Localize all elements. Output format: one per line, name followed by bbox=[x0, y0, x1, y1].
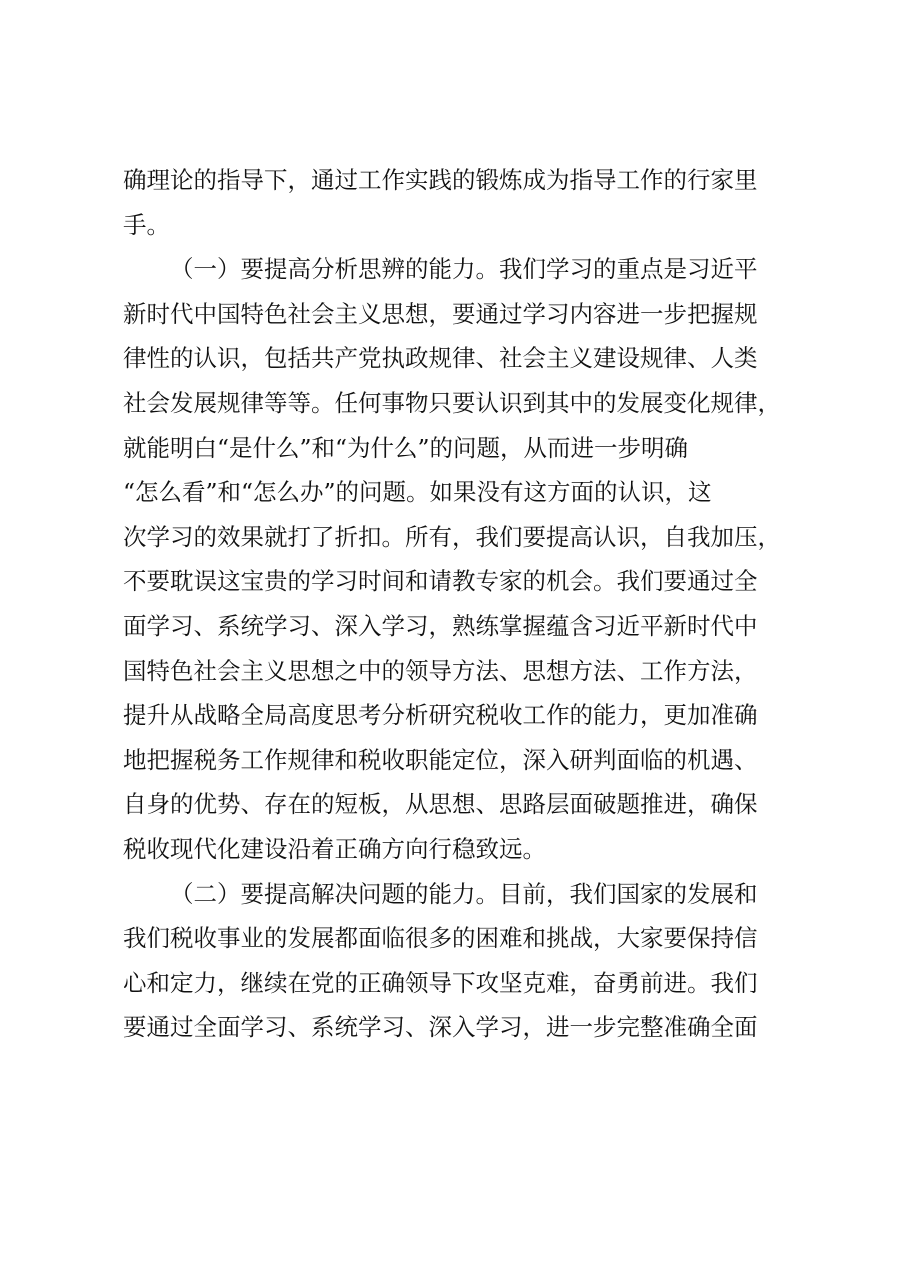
section-heading-line: （二）要提高解决问题的能力。目前，我们国家的发展和 bbox=[170, 879, 758, 908]
text-line: 心和定力，继续在党的正确领导下攻坚克难，奋勇前进。我们 bbox=[123, 968, 758, 997]
text-line: 税收现代化建设沿着正确方向行稳致远。 bbox=[123, 834, 546, 863]
text-line: 国特色社会主义思想之中的领导方法、思想方法、工作方法， bbox=[123, 656, 758, 685]
text-line: 律性的认识，包括共产党执政规律、社会主义建设规律、人类 bbox=[123, 344, 758, 373]
text-line: 确理论的指导下，通过工作实践的锻炼成为指导工作的行家里 bbox=[123, 166, 758, 194]
text-line: 提升从战略全局高度思考分析研究税收工作的能力，更加准确 bbox=[123, 701, 758, 730]
text-line: 要通过全面学习、系统学习、深入学习，进一步完整准确全面 bbox=[123, 1013, 758, 1042]
text-line: 面学习、系统学习、深入学习，熟练掌握蕴含习近平新时代中 bbox=[123, 611, 758, 640]
text-line: 自身的优势、存在的短板，从思想、思路层面破题推进，确保 bbox=[123, 790, 758, 819]
text-line: 地把握税务工作规律和税收职能定位，深入研判面临的机遇、 bbox=[123, 745, 758, 774]
text-line: 新时代中国特色社会主义思想，要通过学习内容进一步把握规 bbox=[123, 299, 758, 328]
text-line: 就能明白“是什么”和“为什么”的问题，从而进一步明确 bbox=[123, 433, 689, 462]
text-line: 手。 bbox=[123, 210, 170, 239]
body-text bbox=[123, 158, 803, 1050]
text-line: 次学习的效果就打了折扣。所有，我们要提高认识，自我加压， bbox=[123, 522, 781, 551]
text-line: 不要耽误这宝贵的学习时间和请教专家的机会。我们要通过全 bbox=[123, 567, 758, 596]
text-line: 社会发展规律等等。任何事物只要认识到其中的发展变化规律， bbox=[123, 388, 781, 417]
text-line: “怎么看”和“怎么办”的问题。如果没有这方面的认识，这 bbox=[123, 478, 712, 507]
section-heading-line: （一）要提高分析思辨的能力。我们学习的重点是习近平 bbox=[170, 255, 758, 284]
text-line: 我们税收事业的发展都面临很多的困难和挑战，大家要保持信 bbox=[123, 924, 758, 953]
